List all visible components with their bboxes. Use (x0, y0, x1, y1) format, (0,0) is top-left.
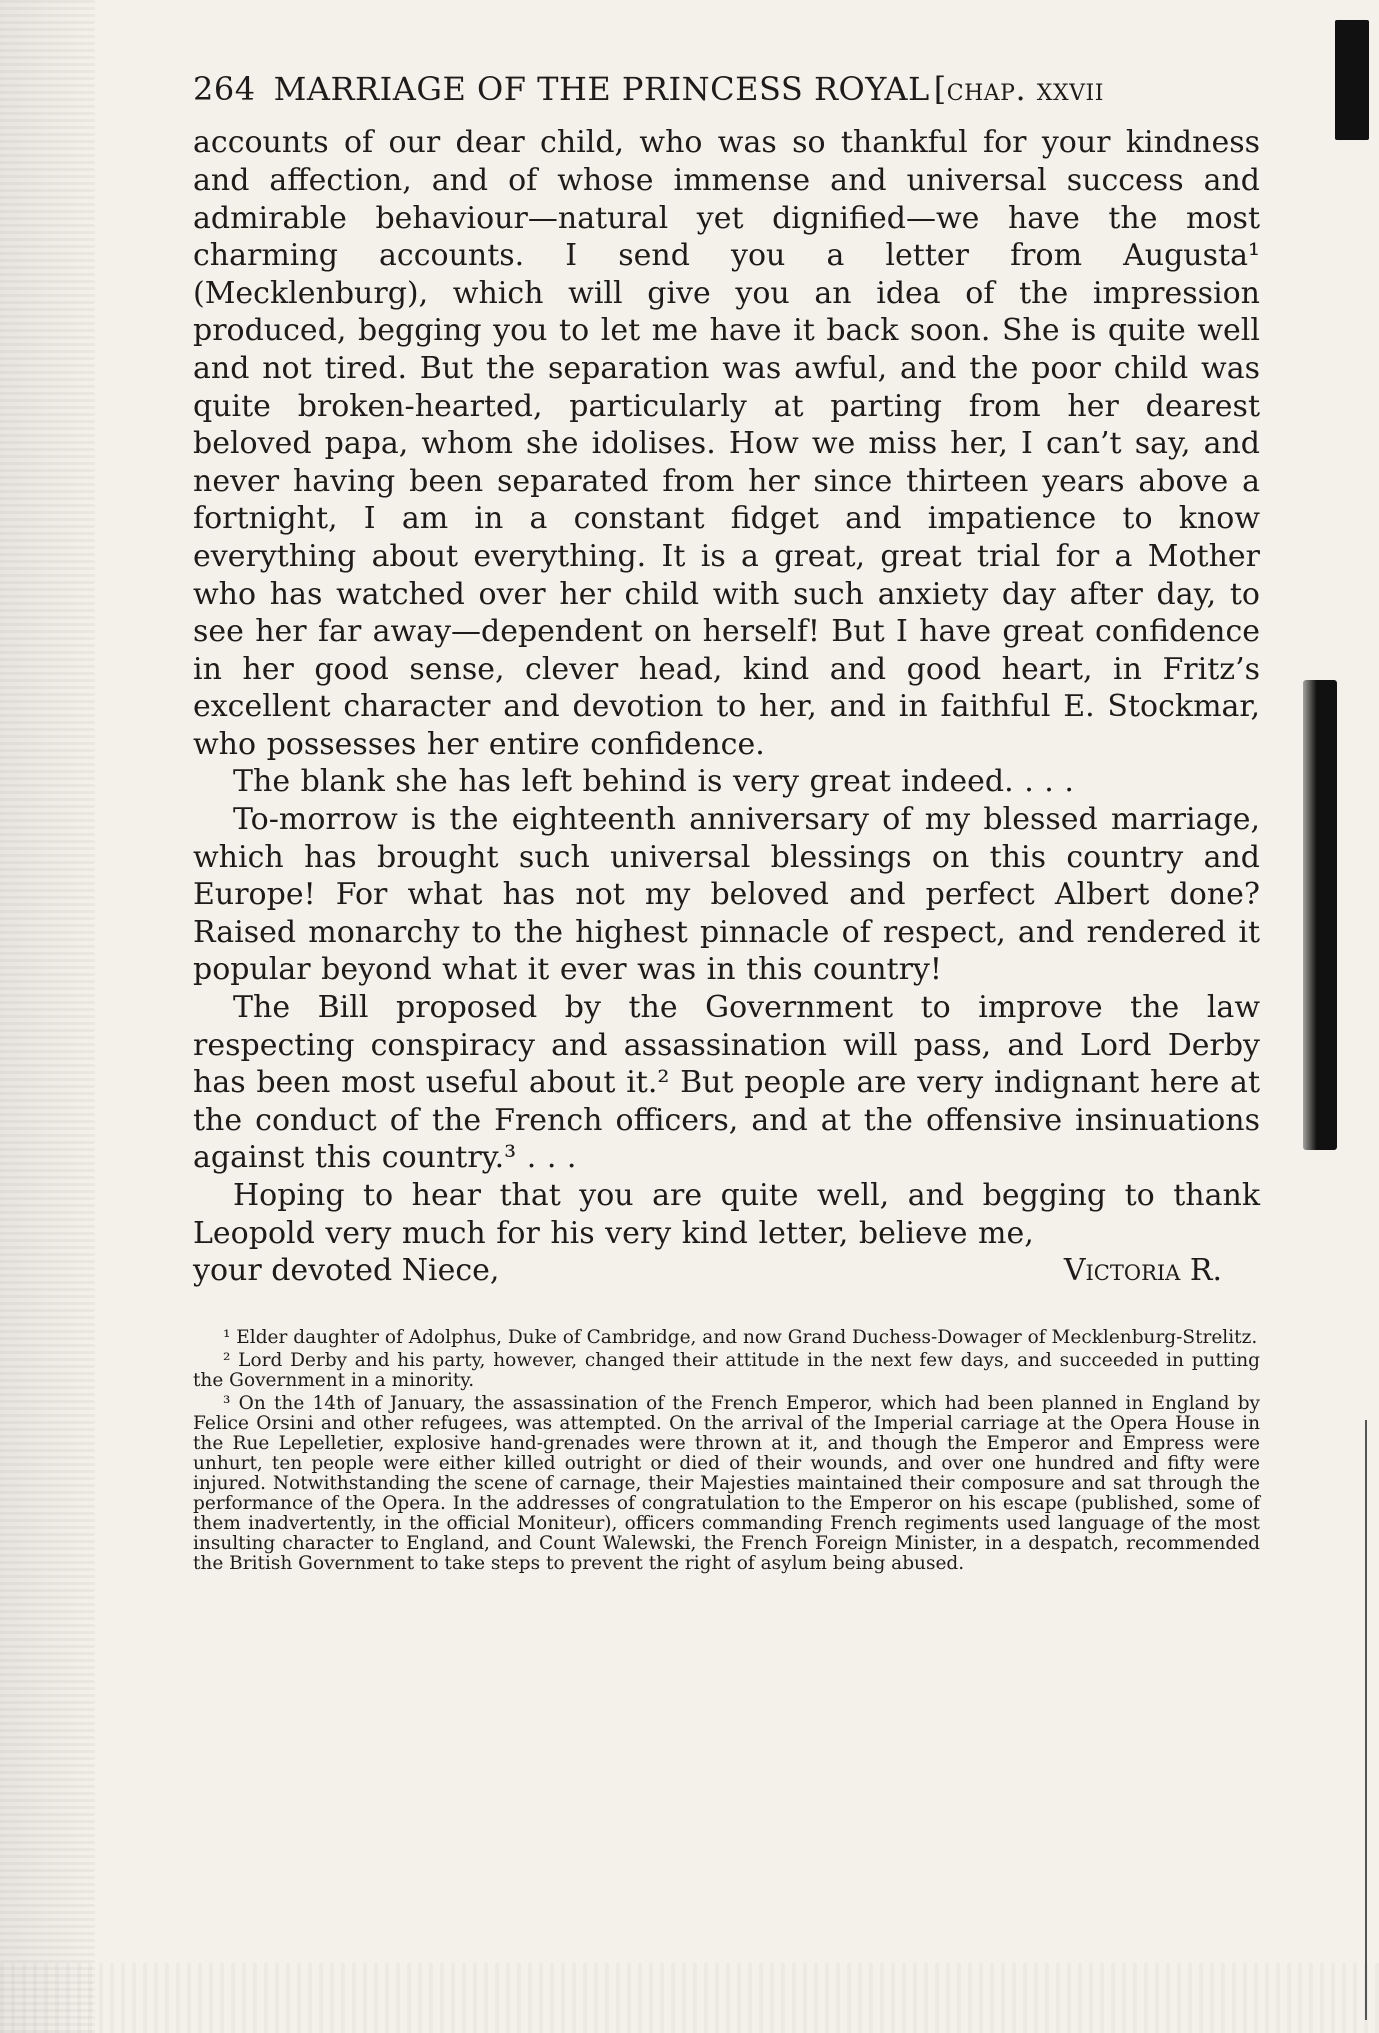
paragraph: To-morrow is the eighteenth anniversary of my blessed marriage, which has brought such universal blessings on this country and Europe! For what has not my beloved and perfect Albert done? Raised monarchy to the highest pinnacle of respect, and rendered it popular beyond what it ever was in this country! (193, 802, 1260, 988)
chapter-marker: [chap. xxvii (933, 70, 1104, 108)
closing: your devoted Niece, (193, 1253, 500, 1289)
binding-shadow-middle (1303, 680, 1337, 1150)
letter-body (193, 124, 1260, 1289)
signature: Victoria R. (1063, 1253, 1222, 1289)
book-page (193, 70, 1260, 1577)
paragraph: The Bill proposed by the Government to improve the law respecting conspiracy and assassination will pass, and Lord Derby has been most useful about it.² But people are very indignant here at the conduct of the French officers, and at the offensive insinuations against this country.³ . . . (193, 990, 1260, 1176)
paragraph: The blank she has left behind is very great indeed. . . . (233, 764, 1074, 800)
paragraph: accounts of our dear child, who was so thankful for your kindness and affection, and of whose immense and universal success and admirable behaviour—natural yet dignified—we have the most charming accounts. I send you a letter from Augusta¹ (Mecklenburg), which will give you an idea of the impression produced, begging you to let me have it back soon. She is quite well and not tired. But the separation was awful, and the poor child was quite broken-hearted, particularly at parting from her dearest beloved papa, whom she idolises. How we miss her, I can’t say, and never having been separated from her since thirteen years above a fortnight, I am in a constant fidget and impatience to know everything about everything. It is a great, great trial for a Mother who has watched over her child with such anxiety day after day, to see her far away—dependent on herself! But I have great confidence in her good sense, clever head, kind and good heart, in Fritz’s excellent character and devotion to her, and in faithful E. Stockmar, who possesses her entire confidence. (193, 125, 1260, 762)
footnote: ² Lord Derby and his party, however, changed their attitude in the next few days, and succeeded in putting the Government in a minority. (193, 1349, 1260, 1391)
page-number: 264 (193, 70, 256, 108)
footnote: ³ On the 14th of January, the assassination of the French Emperor, which had been planned in England by Felice Orsini and other refugees, was attempted. On the arrival of the Imperial carriage at the Opera House in the Rue Lepelletier, explosive hand-grenades were thrown at it, and though the Emperor and Empress were unhurt, ten people were either killed outright or died of their wounds, and over one hundred and fifty were injured. Notwithstanding the scene of carnage, their Majesties maintained their composure and sat through the performance of the Opera. In the addresses of congratulation to the Emperor on his escape (published, some of them inadvertently, in the official Moniteur), officers commanding French regiments used language of the most insulting character to England, and Count Walewski, the French Foreign Minister, in a despatch, recommended the British Government to take steps to prevent the right of asylum being abused. (193, 1392, 1260, 1574)
signoff (193, 1252, 1260, 1290)
footnotes (193, 1328, 1260, 1574)
scan-left-margin (0, 0, 95, 2033)
running-head (193, 70, 1260, 108)
footnote: ¹ Elder daughter of Adolphus, Duke of Cambridge, and now Grand Duchess-Dowager of Mecklenburg-Strelitz. (223, 1326, 1258, 1348)
running-title: MARRIAGE OF THE PRINCESS ROYAL (273, 70, 930, 108)
binding-shadow-top (1335, 20, 1369, 140)
scan-bottom-margin (0, 1963, 1379, 2033)
binding-edge-line (1365, 1420, 1367, 2020)
paragraph: Hoping to hear that you are quite well, and begging to thank Leopold very much for his very kind letter, believe me, (193, 1178, 1260, 1251)
